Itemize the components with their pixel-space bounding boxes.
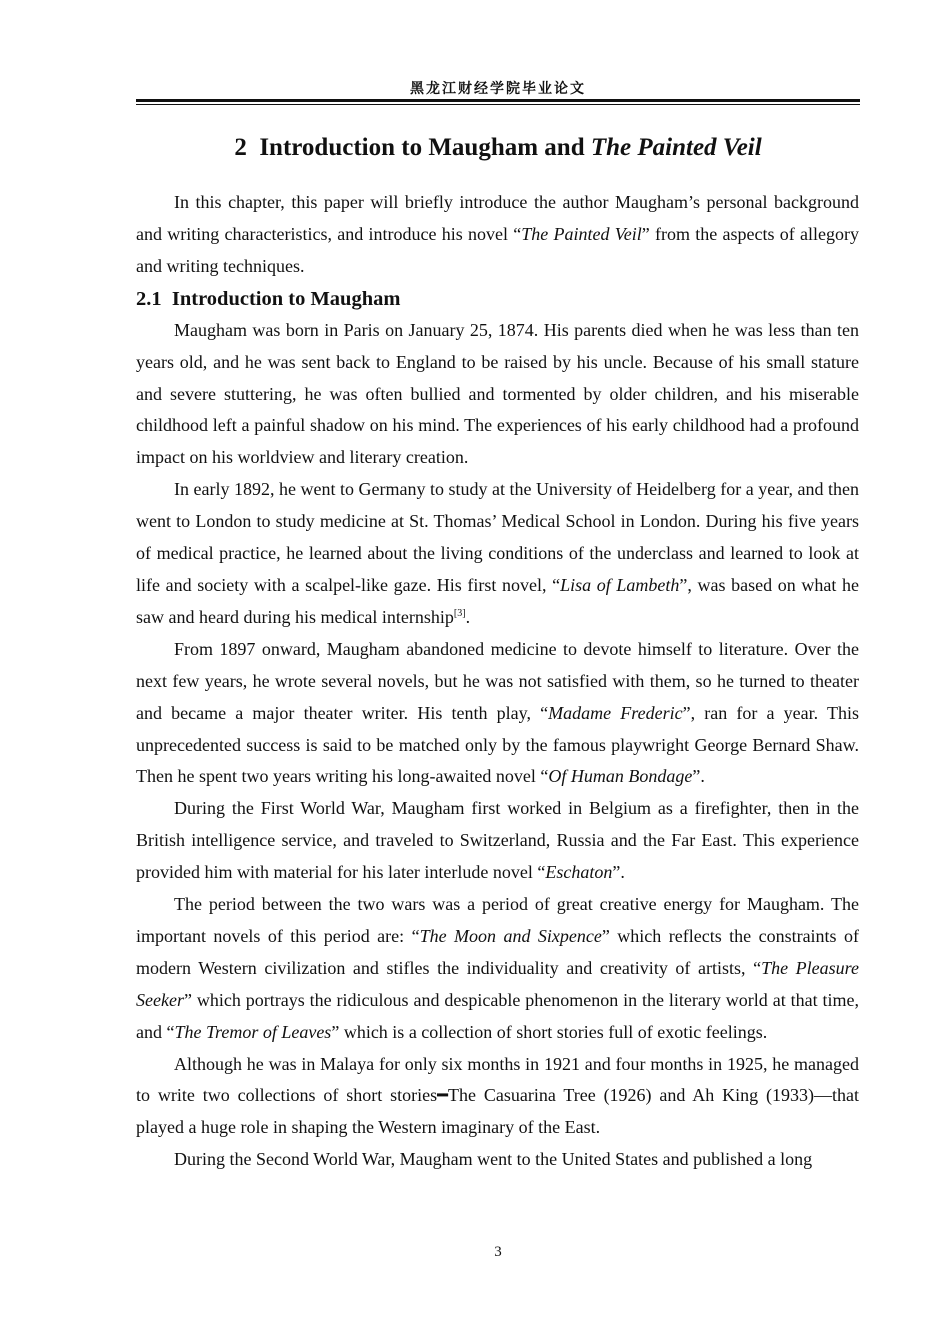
text-run: ” from the aspects of allegory and writing techniques. [136,223,859,276]
paragraph-interwar [136,889,859,1049]
body-text [136,187,859,1176]
text-run: ” which reflects the constraints of modern Western civilization and stifles the individuality and creativity of artists, “ [136,925,859,978]
italic-title: The Painted Veil [521,223,642,244]
chapter-title [136,134,860,162]
section-heading [136,283,859,315]
text-run: ”. [692,766,705,787]
text-run: ”, was based on what he saw and heard during his medical internship [136,574,860,627]
italic-title: The Moon and Sixpence [419,925,602,946]
text-run: ”. [612,862,625,883]
text-run: In this chapter, this paper will briefly introduce the author Maugham’s personal background and writing characteristics, and introduce his novel “ [136,192,859,244]
paragraph-theater [136,634,859,794]
italic-title: Madame Frederic [548,702,683,723]
chapter-title-plain: Introduction to Maugham and [259,134,591,161]
text-run: During the First World War, Maugham first worked in Belgium as a firefighter, then in the British intelligence service, and traveled to Switzerland, Russia and the Far East. This experience provided him with material for his later interlude novel “ [136,798,859,883]
chapter-number: 2 [234,134,247,161]
text-run: ”, ran for a year. This unprecedented success is said to be matched only by the famous playwright George Bernard Shaw. Then he spent two years writing his long-awaited novel “ [136,702,859,787]
paragraph-education [136,474,859,634]
citation-ref: [3] [453,607,466,619]
chapter-title-italic: The Painted Veil [590,134,762,161]
section-title: Introduction to Maugham [171,287,401,310]
italic-title: Lisa of Lambeth [560,574,680,595]
text-run: ” which portrays the ridiculous and despicable phenomenon in the literary world at that time, and “ [136,989,859,1042]
intro-paragraph [136,187,859,283]
italic-title: The Pleasure Seeker [136,957,859,1010]
text-run: The period between the two wars was a period of great creative energy for Maugham. The important novels of this period are: “ [136,894,859,946]
paragraph-wwii: During the Second World War, Maugham went to the United States and published a long [174,1149,813,1170]
text-run: ” which is a collection of short stories full of exotic feelings. [331,1021,768,1042]
italic-title: Eschaton [545,862,613,883]
section-number: 2.1 [136,287,162,310]
running-header: 黑龙江财经学院毕业论文 [410,81,586,97]
paragraph-birth: Maugham was born in Paris on January 25, 1874. His parents died when he was less than ten years old, and he was sent back to England to be raised by his uncle. Because of his small stature and severe stuttering, he was often bullied and tormented by older children, and his miserable childhood left a painful shadow on his mind. The experiences of his early childhood had a profound impact on his worldview and literary creation. [136,319,859,468]
text-run: From 1897 onward, Maugham abandoned medicine to devote himself to literature. Over the next few years, he wrote several novels, but he was not satisfied with them, so he turned to theater and became a major theater writer. His tenth play, “ [136,638,859,723]
header-rule-thin [136,104,860,105]
header-rule-thick [136,99,860,102]
text-run: In early 1892, he went to Germany to study at the University of Heidelberg for a year, and then went to London to study medicine at St. Thomas’ Medical School in London. During his five years of medical practice, he learned about the living conditions of the underclass and learned to look at life and society with a scalpel-like gaze. His first novel, “ [136,479,859,595]
paragraph-wwi [136,793,859,889]
italic-title: Of Human Bondage [548,766,693,787]
text-run: . [465,606,471,627]
paragraph-malaya: Although he was in Malaya for only six months in 1921 and four months in 1925, he managed to write two collections of short stories━The Casuarina Tree (1926) and Ah King (1933)—that played a huge role in shaping the Western imaginary of the East. [136,1053,859,1138]
page-number: 3 [494,1244,502,1260]
italic-title: The Tremor of Leaves [174,1021,332,1042]
